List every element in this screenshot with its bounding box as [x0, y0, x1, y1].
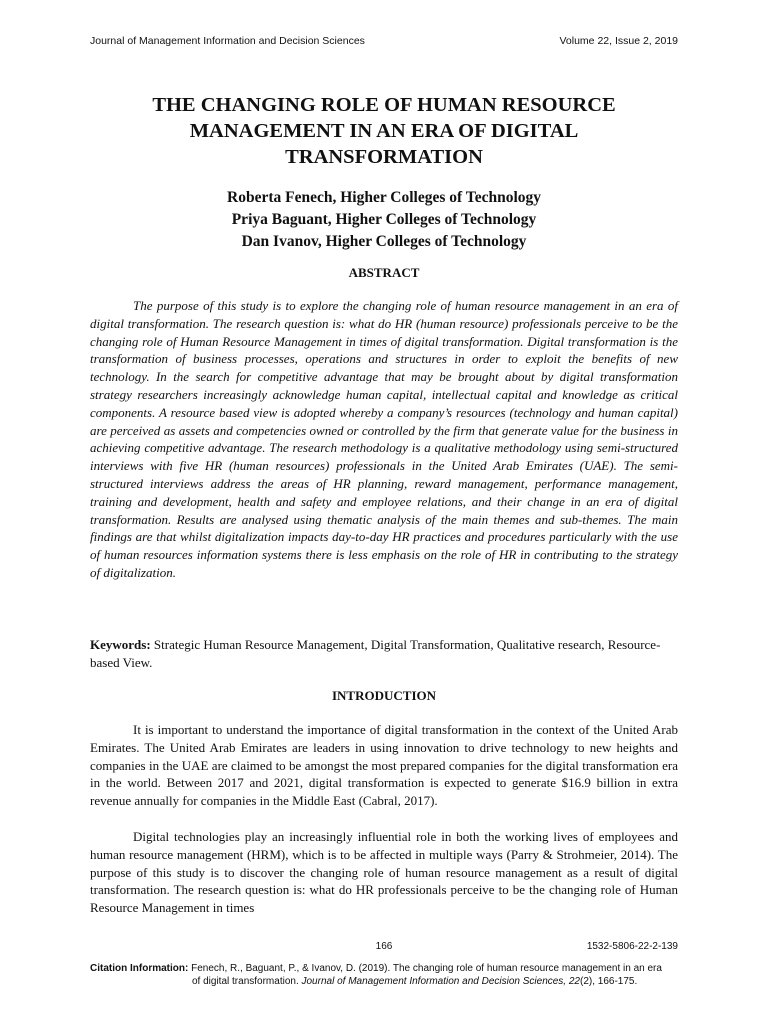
introduction-heading: INTRODUCTION [331, 688, 436, 703]
citation-label: Citation Information: [90, 963, 189, 974]
citation-text-line2: of digital transformation. [192, 976, 302, 987]
volume-issue: Volume 22, Issue 2, 2019 [559, 35, 678, 47]
intro-paragraph-2: Digital technologies play an increasingly influential role in both the working lives of employees and human resource management (HRM), which is to be affected in multiple ways (Parry & Strohmeier, 2014). The purpose of this study is to discover the changing role of human resource management as a result of digital transformation. The research question is: what do HR professionals perceive to be the changing role of Human Resource Management in times [90, 829, 678, 916]
citation-information [90, 962, 678, 988]
author-1: Roberta Fenech, Higher Colleges of Technology [227, 189, 541, 206]
running-header [90, 35, 678, 47]
citation-pages: (2), 166-175. [580, 976, 638, 987]
abstract-heading: ABSTRACT [348, 265, 420, 280]
article-id: 1532-5806-22-2-139 [586, 941, 678, 952]
author-2: Priya Baguant, Higher Colleges of Technology [231, 211, 537, 228]
citation-journal: Journal of Management Information and Decision Sciences, 22 [301, 976, 580, 987]
keywords [90, 636, 678, 672]
keywords-text: Strategic Human Resource Management, Digital Transformation, Qualitative research, Resource-based View. [90, 637, 661, 670]
journal-name: Journal of Management Information and Decision Sciences [90, 35, 365, 47]
citation-text-line1: Fenech, R., Baguant, P., & Ivanov, D. (2019). The changing role of human resource management in an era [188, 963, 662, 974]
author-3: Dan Ivanov, Higher Colleges of Technology [241, 233, 527, 250]
intro-paragraph-1: It is important to understand the importance of digital transformation in the context of the United Arab Emirates. The United Arab Emirates are leaders in using innovation to drive technology to new heights and companies in the UAE are claimed to be amongst the most prepared companies for the digital transformation era in the world. Between 2017 and 2021, digital transformation is expected to generate $16.9 billion in extra revenue annually for companies in the Middle East (Cabral, 2017). [90, 722, 678, 809]
page-number: 166 [375, 941, 393, 952]
author-list [100, 187, 668, 253]
keywords-label: Keywords: [90, 637, 151, 652]
abstract-text: The purpose of this study is to explore the changing role of human resource management in an era of digital transformation. The research question is: what do HR (human resource) professionals perceive to be the changing role of Human Resource Management in times of digital transformation. Digital transformation is the transformation of business processes, operations and structures in order to exploit the benefits of new technology. In the search for competitive advantage that may be brought about by digital transformation strategy researchers increasingly acknowledge human capital, intellectual capital and knowledge as critical components. A resource based view is adopted whereby a company’s resources (technology and human capital) are perceived as assets and competencies owned or controlled by the firm that generate value for the business in achieving competitive advantage. The research methodology is a qualitative methodology using semi-structured interviews with five HR (human resources) professionals in the United Arab Emirates (UAE). The semi-structured interviews address the areas of HR planning, reward management, performance management, training and development, health and safety and employee relations, and their change in an era of digital transformation. Results are analysed using thematic analysis of the main themes and sub-themes. The main findings are that whilst digitalization impacts day-to-day HR practices and procedures particularly with the use of human resources information systems there is less emphasis on the role of HR in contributing to the strategy of digitalization. [90, 298, 678, 580]
paper-title: THE CHANGING ROLE OF HUMAN RESOURCE MANAGEMENT IN AN ERA OF DIGITAL TRANSFORMATION [152, 94, 616, 168]
